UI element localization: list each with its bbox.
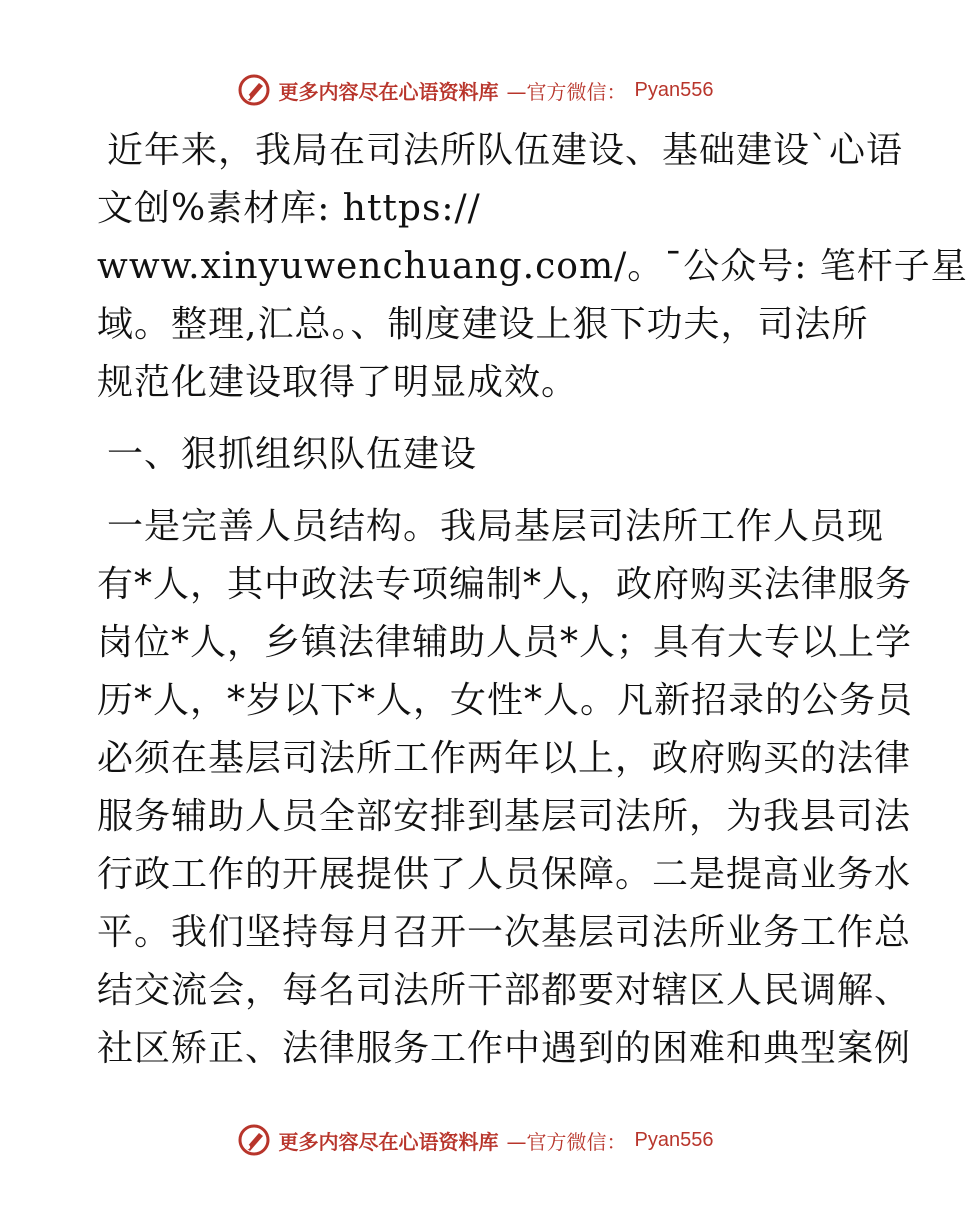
paragraph-body xyxy=(97,498,914,1078)
paragraph-intro xyxy=(97,122,968,412)
banner-account: Pyan556 xyxy=(634,78,714,101)
pen-logo-icon xyxy=(237,1123,271,1157)
text-line: 近年来，我局在司法所队伍建设、基础建设`心语 xyxy=(107,130,904,171)
text-line: 行政工作的开展提供了人员保障。二是提高业务水 xyxy=(97,854,912,895)
text-line: 有*人，其中政法专项编制*人，政府购买法律服务 xyxy=(97,564,913,605)
header-banner xyxy=(0,70,950,110)
text-line: 域。整理,汇总。、制度建设上狠下功夫，司法所 xyxy=(97,304,869,345)
document-body xyxy=(97,122,968,1078)
text-line: www.xinyuwenchuang.com/。¯公众号: 笔杆子星 xyxy=(97,246,968,287)
section-heading xyxy=(97,426,857,484)
banner-title: 更多内容尽在心语资料库 xyxy=(278,1129,499,1154)
banner-title: 更多内容尽在心语资料库 xyxy=(278,79,499,104)
text-line: 服务辅助人员全部安排到基层司法所，为我县司法 xyxy=(97,796,912,837)
text-line: 结交流会，每名司法所干部都要对辖区人民调解、 xyxy=(97,970,912,1011)
footer-banner xyxy=(0,1120,950,1160)
text-line: 文创%素材库: https:// xyxy=(97,188,481,229)
banner-separator: —官方微信： xyxy=(506,1129,627,1154)
banner-account: Pyan556 xyxy=(634,1128,714,1151)
text-line: 规范化建设取得了明显成效。 xyxy=(97,362,579,403)
banner-separator: —官方微信： xyxy=(506,79,627,104)
text-line: 平。我们坚持每月召开一次基层司法所业务工作总 xyxy=(97,912,912,953)
text-line: 社区矫正、法律服务工作中遇到的困难和典型案例 xyxy=(97,1028,912,1069)
text-line: 岗位*人，乡镇法律辅助人员*人；具有大专以上学 xyxy=(97,622,913,663)
text-line: 一是完善人员结构。我局基层司法所工作人员现 xyxy=(107,506,885,547)
heading-line: 一、狠抓组织队伍建设 xyxy=(107,434,478,475)
text-line: 历*人，*岁以下*人，女性*人。凡新招录的公务员 xyxy=(97,680,914,721)
pen-logo-icon xyxy=(237,73,271,107)
text-line: 必须在基层司法所工作两年以上，政府购买的法律 xyxy=(97,738,912,779)
